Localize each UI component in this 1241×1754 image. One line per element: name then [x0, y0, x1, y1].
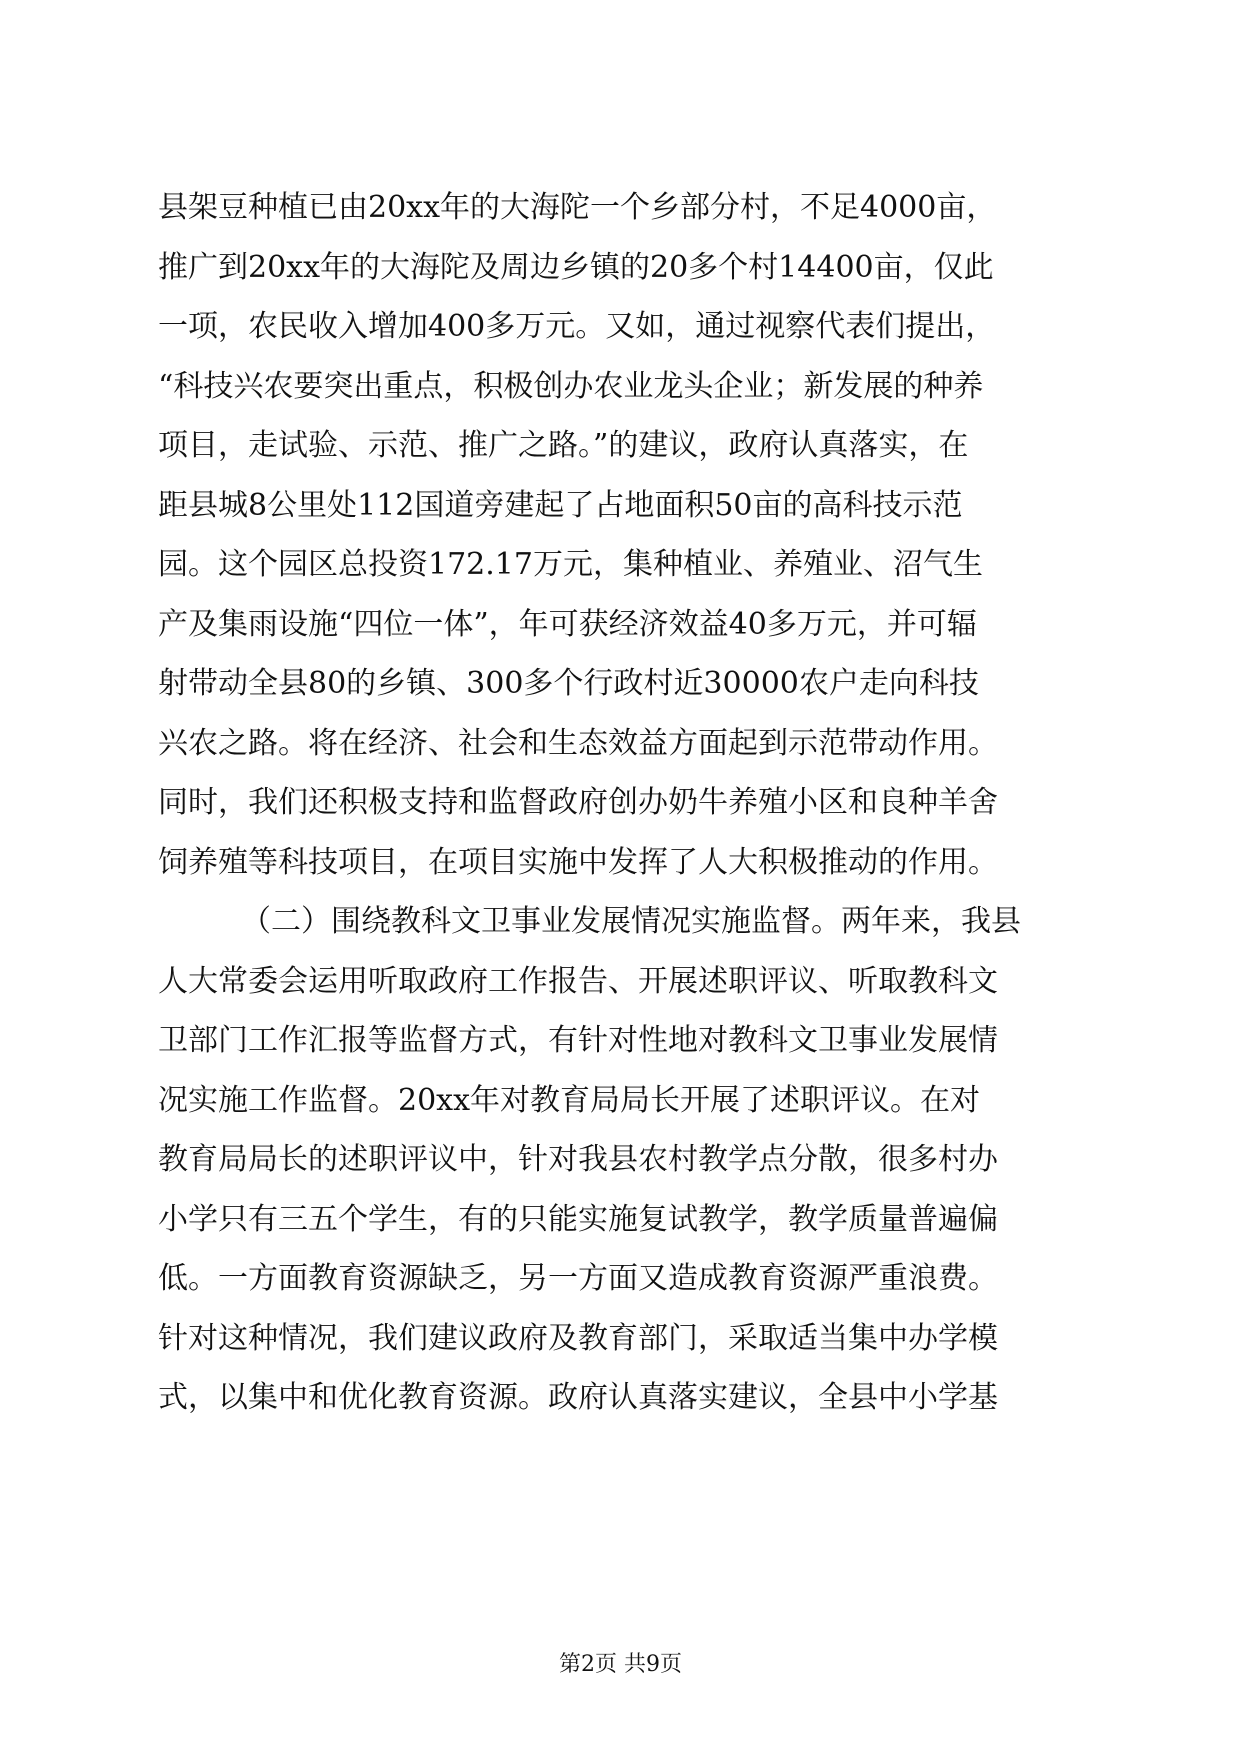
text-line: 卫部门工作汇报等监督方式，有针对性地对教科文卫事业发展情 [158, 1023, 998, 1058]
text-line: 县架豆种植已由20xx年的大海陀一个乡部分村，不足4000亩， [158, 190, 997, 225]
text-line: 一项，农民收入增加400多万元。又如，通过视察代表们提出， [158, 309, 996, 344]
text-line: 教育局局长的述职评议中，针对我县农村教学点分散，很多村办 [158, 1142, 998, 1177]
text-line: 式，以集中和优化教育资源。政府认真落实建议，全县中小学基 [158, 1380, 998, 1415]
text-line: 射带动全县80的乡镇、300多个行政村近30000农户走向科技 [158, 666, 979, 701]
text-line: 低。一方面教育资源缺乏，另一方面又造成教育资源严重浪费。 [158, 1261, 998, 1296]
text-line: 产及集雨设施“四位一体”，年可获经济效益40多万元，并可辐 [158, 606, 977, 642]
document-body [158, 178, 1088, 1428]
text-line: 兴农之路。将在经济、社会和生态效益方面起到示范带动作用。 [158, 725, 998, 761]
page-number-footer: 第2页 共9页 [559, 1652, 682, 1677]
text-line: 人大常委会运用听取政府工作报告、开展述职评议、听取教科文 [158, 963, 998, 999]
text-line: 园。这个园区总投资172.17万元，集种植业、养殖业、沼气生 [158, 547, 983, 582]
section-heading-line: （二）围绕教科文卫事业发展情况实施监督。两年来，我县 [241, 904, 1021, 939]
text-line: 同时，我们还积极支持和监督政府创办奶牛养殖小区和良种羊舍 [158, 785, 998, 820]
text-line: 项目，走试验、示范、推广之路。”的建议，政府认真落实，在 [158, 428, 969, 463]
text-line: 推广到20xx年的大海陀及周边乡镇的20多个村14400亩，仅此 [158, 249, 994, 285]
text-line: 距县城8公里处112国道旁建起了占地面积50亩的高科技示范 [158, 487, 963, 523]
text-line: 饲养殖等科技项目，在项目实施中发挥了人大积极推动的作用。 [158, 844, 998, 880]
text-line: 况实施工作监督。20xx年对教育局局长开展了述职评议。在对 [158, 1082, 981, 1118]
text-line: “科技兴农要突出重点，积极创办农业龙头企业；新发展的种养 [158, 368, 984, 404]
text-line: 针对这种情况，我们建议政府及教育部门，采取适当集中办学模 [158, 1320, 998, 1356]
text-line: 小学只有三五个学生，有的只能实施复试教学，教学质量普遍偏 [158, 1201, 998, 1237]
